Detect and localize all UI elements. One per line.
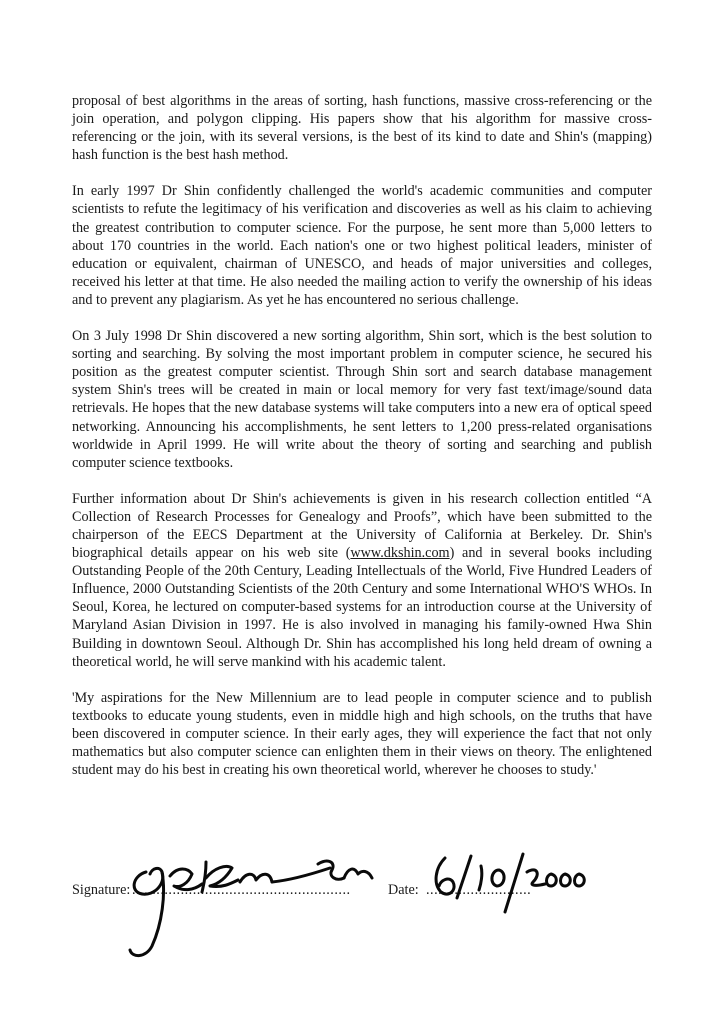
paragraph-2 (72, 182, 652, 309)
paragraph-1 (72, 92, 652, 164)
handwritten-signature (122, 854, 382, 964)
date-dotted-line: .......................... (426, 882, 532, 898)
handwritten-date (427, 854, 587, 914)
signature-dotted-line: ...................................................... (132, 882, 351, 898)
document-body (72, 92, 652, 797)
paragraph-text: On 3 July 1998 Dr Shin discovered a new sorting algorithm, Shin sort, which is the best solution to sorting and searching. By solving the most important problem in computer science, he secured his position as the greatest computer scientist. Through Shin sort and search database management system Shin's trees will be created in main or local memory for very fast text/image/sound data retrievals. He hopes that the new database systems will take computers into a new era of optical speed networking. Announcing his accomplishments, he sent letters to 1,200 press-related organisations worldwide in April 1999. He will write about the theory of sorting and searching and publish computer science textbooks. (72, 328, 652, 471)
date-label: Date: (388, 882, 419, 898)
signature-row (72, 872, 672, 992)
paragraph-text: ) and in several books including Outstanding People of the 20th Century, Leading Intellectuals of the World, Five Hundred Leaders of Influence, 2000 Outstanding Scientists of the 20th Century and some International WHO'S WHOs. In Seoul, Korea, he lectured on computer-based systems for an introduction course at the University of Maryland Asian Division in 1997. He is also involved in managing his family-owned Hwa Shin Building in downtown Seoul. Although Dr. Shin has accomplished his long held dream of owning a theoretical world, he will serve mankind with his academic talent. (72, 545, 652, 670)
paragraph-text: proposal of best algorithms in the areas of sorting, hash functions, massive cross-referencing or the join operation, and polygon clipping. His papers show that his algorithm for massive cross-referencing or the join, with its several versions, is the best of its kind to date and Shin's (mapping) hash function is the best hash method. (72, 93, 652, 164)
quote-paragraph (72, 689, 652, 779)
website-link[interactable]: www.dkshin.com (350, 545, 450, 562)
signature-label: Signature: (72, 882, 131, 898)
paragraph-text: Further information about Dr Shin's achievements is given in his research collection entitled “A Collection of Research Processes for Genealogy and Proofs”, which have been submitted to the chairperson of the EECS Department at the University of California at Berkeley. Dr. Shin's biographical details appear on his web site ( (72, 490, 652, 562)
paragraph-4 (72, 490, 652, 671)
paragraph-text: 'My aspirations for the New Millennium are to lead people in computer science and to publish textbooks to educate young students, even in middle high and high schools, on the truths that have been discovered in computer science. In their early ages, they will experience the fact that not only mathematics but also computer science can enlighten them in their views on theory. The enlightened student may do his best in creating his own theoretical world, wherever he chooses to study.' (72, 689, 652, 779)
paragraph-text: In early 1997 Dr Shin confidently challenged the world's academic communities and computer scientists to refute the legitimacy of his verification and discoveries as well as his claim to achieving the greatest contribution to computer science. For the purpose, he sent more than 5,000 letters to about 170 countries in the world. Each nation's one or two highest political leaders, minister of education or equivalent, chairman of UNESCO, and heads of major universities and colleges, received his letter at that time. He also needed the mailing action to verify the ownership of his ideas and to prevent any plagiarism. As yet he has encountered no serious challenge. (72, 183, 652, 308)
paragraph-3 (72, 327, 652, 472)
